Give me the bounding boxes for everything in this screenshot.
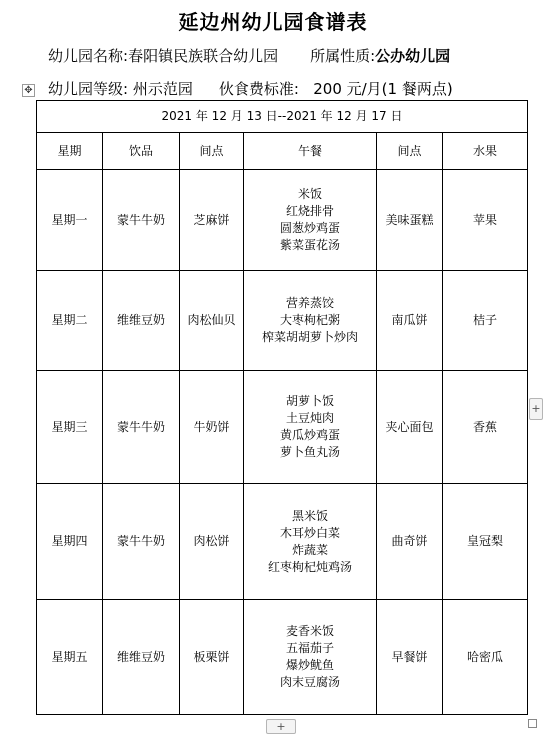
snack-pm-cell: 夹心面包 xyxy=(377,371,443,484)
grade-label: 幼儿园等级: xyxy=(48,80,129,98)
table-resize-handle[interactable] xyxy=(528,719,537,728)
header-fruit: 水果 xyxy=(443,133,528,170)
nature-value: 公办幼儿园 xyxy=(375,47,451,65)
nature-label: 所属性质: xyxy=(310,47,376,65)
kindergarten-info-line-2 xyxy=(48,78,453,99)
lunch-item: 黑米饭 xyxy=(291,508,328,523)
menu-table xyxy=(36,100,528,715)
lunch-item: 爆炒鱿鱼 xyxy=(285,658,334,672)
lunch-cell xyxy=(244,484,377,600)
day-cell: 星期三 xyxy=(37,371,103,484)
lunch-item: 五福茄子 xyxy=(285,641,334,655)
snack-am-cell: 牛奶饼 xyxy=(180,371,244,484)
grade-value: 州示范园 xyxy=(132,80,193,98)
fruit-cell: 香蕉 xyxy=(443,371,528,484)
lunch-item: 土豆炖肉 xyxy=(285,411,334,425)
snack-pm-cell: 早餐饼 xyxy=(377,600,443,715)
header-drink: 饮品 xyxy=(103,133,180,170)
header-snack-am: 间点 xyxy=(180,133,244,170)
table-row xyxy=(37,600,528,715)
fee-value: 200 元/月(1 餐两点) xyxy=(313,80,453,98)
lunch-item: 榨菜胡胡萝卜炒肉 xyxy=(261,330,358,344)
date-range: 2021 年 12 月 13 日--2021 年 12 月 17 日 xyxy=(37,101,528,133)
lunch-item: 米饭 xyxy=(297,187,322,201)
day-cell: 星期四 xyxy=(37,484,103,600)
drink-cell: 维维豆奶 xyxy=(103,271,180,371)
lunch-item: 红烧排骨 xyxy=(285,204,334,218)
table-row xyxy=(37,170,528,271)
table-row xyxy=(37,484,528,600)
lunch-item: 黄瓜炒鸡蛋 xyxy=(279,428,340,442)
lunch-item: 胡萝卜饭 xyxy=(285,394,334,408)
lunch-item: 红枣枸杞炖鸡汤 xyxy=(267,559,352,574)
snack-pm-cell: 南瓜饼 xyxy=(377,271,443,371)
day-cell: 星期二 xyxy=(37,271,103,371)
kindergarten-info-line-1 xyxy=(48,45,450,66)
fruit-cell: 哈密瓜 xyxy=(443,600,528,715)
name-value: 春阳镇民族联合幼儿园 xyxy=(128,47,279,65)
snack-pm-cell: 曲奇饼 xyxy=(377,484,443,600)
fruit-cell: 苹果 xyxy=(443,170,528,271)
day-cell: 星期五 xyxy=(37,600,103,715)
header-row xyxy=(37,133,528,170)
day-cell: 星期一 xyxy=(37,170,103,271)
lunch-item: 木耳炒白菜 xyxy=(279,525,340,540)
snack-am-cell: 板栗饼 xyxy=(180,600,244,715)
drink-cell: 蒙牛牛奶 xyxy=(103,371,180,484)
header-lunch: 午餐 xyxy=(244,133,377,170)
date-row xyxy=(37,101,528,133)
drink-cell: 维维豆奶 xyxy=(103,600,180,715)
snack-am-cell: 肉松饼 xyxy=(180,484,244,600)
name-label: 幼儿园名称: xyxy=(48,47,129,65)
snack-pm-cell: 美味蛋糕 xyxy=(377,170,443,271)
lunch-item: 肉末豆腐汤 xyxy=(279,675,340,689)
lunch-cell xyxy=(244,271,377,371)
fee-label: 伙食费标准: xyxy=(218,80,299,98)
fruit-cell: 皇冠梨 xyxy=(443,484,528,600)
move-cross-icon[interactable]: ✥ xyxy=(22,84,35,97)
lunch-item: 大枣枸杞粥 xyxy=(279,313,340,327)
add-row-plus-icon[interactable]: + xyxy=(266,719,296,734)
snack-am-cell: 肉松仙贝 xyxy=(180,271,244,371)
table-row xyxy=(37,271,528,371)
lunch-cell xyxy=(244,170,377,271)
lunch-cell xyxy=(244,600,377,715)
lunch-item: 圆葱炒鸡蛋 xyxy=(279,221,340,235)
drink-cell: 蒙牛牛奶 xyxy=(103,170,180,271)
header-day: 星期 xyxy=(37,133,103,170)
header-snack-pm: 间点 xyxy=(377,133,443,170)
fruit-cell: 桔子 xyxy=(443,271,528,371)
lunch-item: 营养蒸饺 xyxy=(285,296,334,310)
lunch-cell xyxy=(244,371,377,484)
lunch-item: 麦香米饭 xyxy=(285,624,334,638)
lunch-item: 紫菜蛋花汤 xyxy=(279,238,340,252)
lunch-item: 萝卜鱼丸汤 xyxy=(279,445,340,459)
table-row xyxy=(37,371,528,484)
page-title: 延边州幼儿园食谱表 xyxy=(178,10,368,34)
snack-am-cell: 芝麻饼 xyxy=(180,170,244,271)
add-column-plus-icon[interactable]: + xyxy=(529,398,543,420)
lunch-item: 炸蔬菜 xyxy=(291,542,328,557)
drink-cell: 蒙牛牛奶 xyxy=(103,484,180,600)
